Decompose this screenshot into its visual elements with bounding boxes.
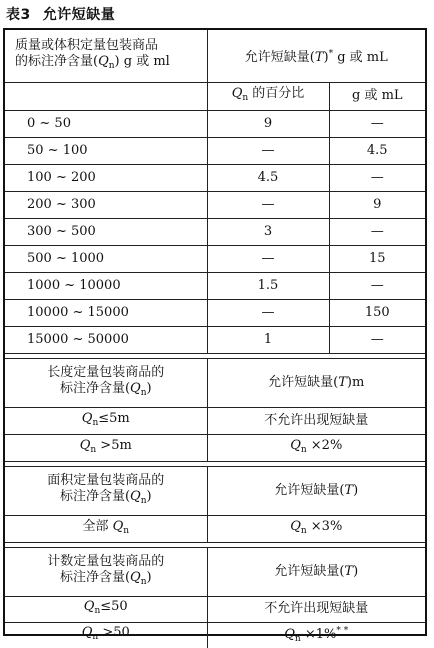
- mass-header-right: 允许短缺量(T)* g 或 mL: [207, 30, 425, 82]
- table-row: $Q_n\le 50$ 不允许出现短缺量: [5, 596, 425, 622]
- mass-header-row: [5, 30, 425, 82]
- table-row: $Q_n >50$ $Q_n \times 1\%^{* *}$: [5, 622, 425, 648]
- table-caption: [6, 4, 115, 26]
- table-row: 15000 ~ 50000 1 —: [5, 326, 425, 353]
- mass-subheader-empty: [5, 82, 207, 110]
- table-row: 300 ~ 500 3 —: [5, 218, 425, 245]
- mass-subheader-percent: $Q_n$ 的百分比: [207, 82, 329, 110]
- table-row: 10000 ~ 15000 — 150: [5, 299, 425, 326]
- table-row: 全部 $Q_n$ $Q_n \times 3\%$: [5, 515, 425, 542]
- area-header-row: [5, 467, 425, 515]
- mass-header-left: 质量或体积定量包装商品 的标注净含量$(Q_n)$ g 或 ml: [5, 30, 207, 82]
- table-title: 允许短缺量: [42, 7, 116, 23]
- count-header-row: [5, 548, 425, 596]
- table-row: 0 ~ 50 9 —: [5, 110, 425, 137]
- area-table: [5, 467, 425, 542]
- mass-volume-table: [5, 30, 425, 353]
- tolerance-table-frame: [3, 28, 427, 645]
- length-header-left: 长度定量包装商品的 标注净含量$(Q_n)$: [5, 359, 207, 407]
- table-row: $Q_n\le 5m$ 不允许出现短缺量: [5, 407, 425, 434]
- length-header-right: 允许短缺量(T)m: [207, 359, 425, 407]
- table-row: 1000 ~ 10000 1.5 —: [5, 272, 425, 299]
- length-table: [5, 359, 425, 461]
- table-row: 200 ~ 300 — 9: [5, 191, 425, 218]
- mass-subheader-grams: g 或 mL: [329, 82, 425, 110]
- count-table: [5, 548, 425, 648]
- table-row: 500 ~ 1000 — 15: [5, 245, 425, 272]
- area-header-left: 面积定量包装商品的 标注净含量$(Q_n)$: [5, 467, 207, 515]
- table-row: 100 ~ 200 4.5 —: [5, 164, 425, 191]
- table-row: $Q_n >5m$ $Q_n \times 2\%$: [5, 434, 425, 461]
- count-header-right: 允许短缺量(T): [207, 548, 425, 596]
- mass-subheader-row: [5, 82, 425, 110]
- table-row: 50 ~ 100 — 4.5: [5, 137, 425, 164]
- table-number: 表3: [6, 7, 31, 23]
- length-header-row: [5, 359, 425, 407]
- area-header-right: 允许短缺量(T): [207, 467, 425, 515]
- count-header-left: 计数定量包装商品的 标注净含量$(Q_n)$: [5, 548, 207, 596]
